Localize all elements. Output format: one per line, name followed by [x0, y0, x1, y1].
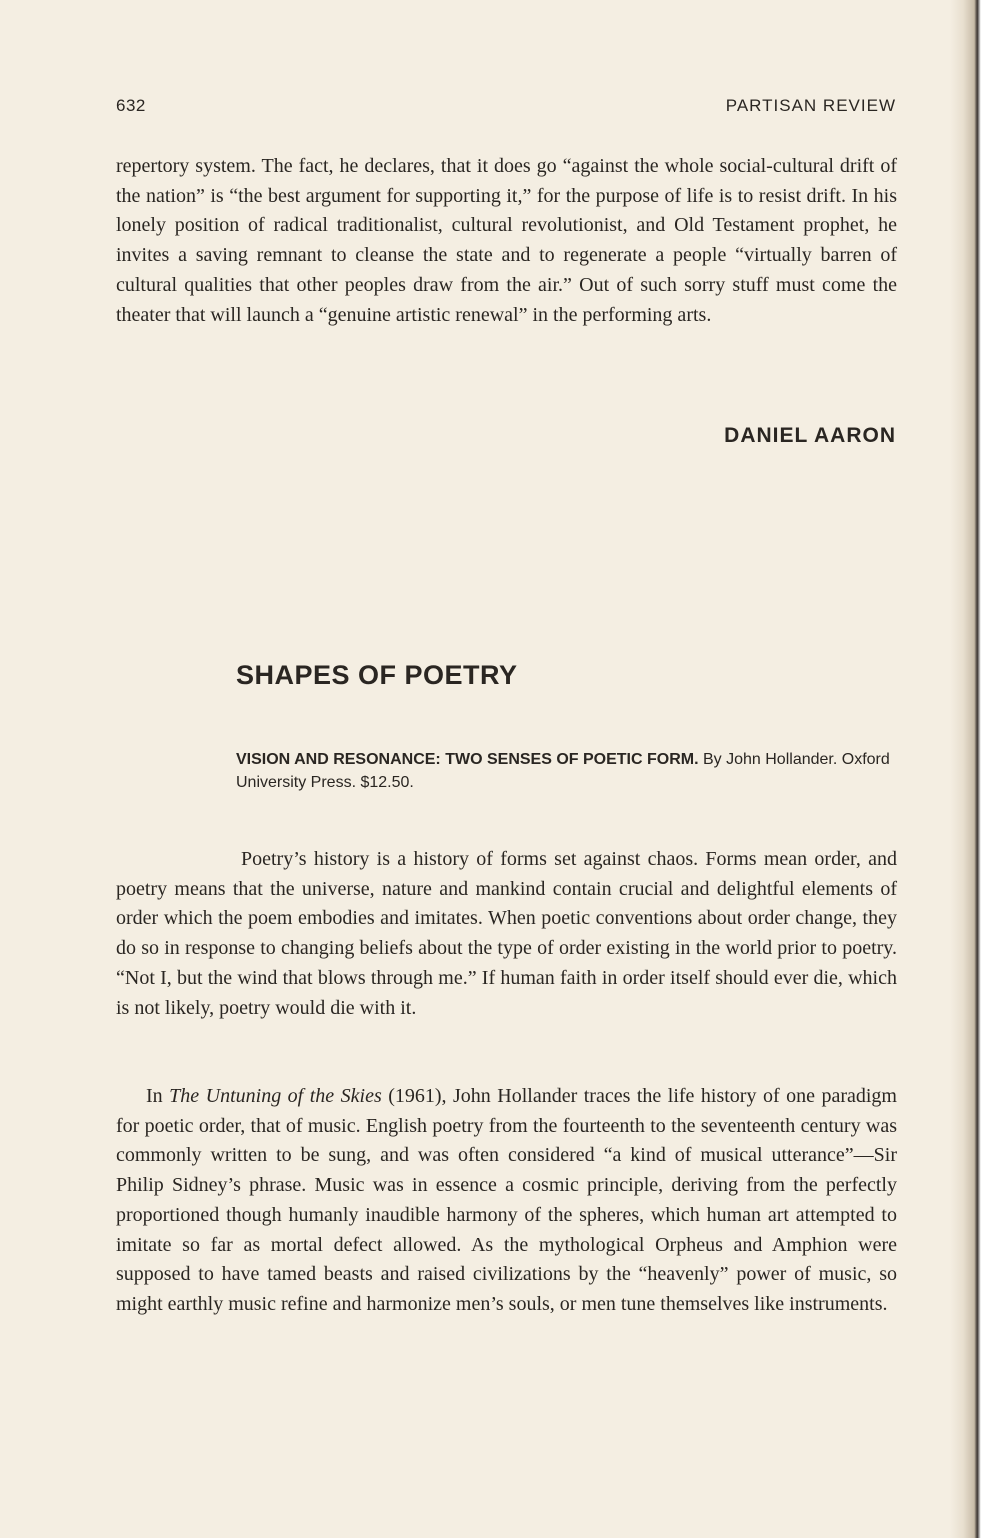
paragraph-text: repertory system. The fact, he declares, that it does go “against the whole social-cultural drift of the nation” is “the best argument for supporting it,” for the purpose of life is to resist drift. In his lonely position of radical traditionalist, cultural revolutionist, and Old Testament prophet, he invites a saving remnant to cleanse the state and to regenerate a people “virtually barren of cultural qualities that other peoples draw from the air.” Out of such sorry stuff must come the theater that will launch a “genuine artistic renewal” in the performing arts. — [116, 155, 897, 326]
page-header — [116, 96, 896, 120]
book-details: By John Hollander. Oxford University Press. $12.50. — [236, 751, 890, 791]
page-number: 632 — [116, 96, 146, 115]
book-citation — [236, 748, 898, 794]
book-title: VISION AND RESONANCE: TWO SENSES OF POETIC FORM. — [236, 751, 699, 768]
paragraph-lead: In — [146, 1085, 170, 1107]
review-paragraph-2 — [116, 1082, 897, 1320]
author-signature: DANIEL AARON — [724, 424, 896, 447]
paragraph-continued — [116, 152, 897, 330]
paragraph-text: Poetry’s history is a history of forms set against chaos. Forms mean order, and poetry means that the universe, nature and mankind contain crucial and delightful elements of order which the poem embodies and imitates. When poetic conventions about order change, they do so in response to changing beliefs about the type of order existing in the world prior to poetry. “Not I, but the wind that blows through me.” If human faith in order itself should ever die, which is not likely, poetry would die with it. — [116, 848, 897, 1019]
review-paragraph-1 — [116, 845, 897, 1023]
paragraph-text — [116, 1082, 897, 1320]
paragraph-rest: (1961), John Hollander traces the life history of one paradigm for poetic order, that of music. English poetry from the fourteenth to the seventeenth century was commonly written to be sung, and was often considered “a kind of musical utterance”—Sir Philip Sidney’s phrase. Music was in essence a cosmic principle, deriving from the perfectly proportioned though humanly inaudible harmony of the spheres, which human art attempted to imitate so far as mortal defect allowed. As the mythological Orpheus and Amphion were supposed to have tamed beasts and raised civilizations by the “heavenly” power of music, so might earthly music refine and harmonize men’s souls, or men tune themselves like instruments. — [116, 1085, 897, 1315]
running-title: PARTISAN REVIEW — [725, 96, 896, 115]
work-title: The Untuning of the Skies — [169, 1085, 382, 1107]
page-edge-shadow — [950, 0, 994, 1538]
section-title: SHAPES OF POETRY — [236, 660, 518, 690]
